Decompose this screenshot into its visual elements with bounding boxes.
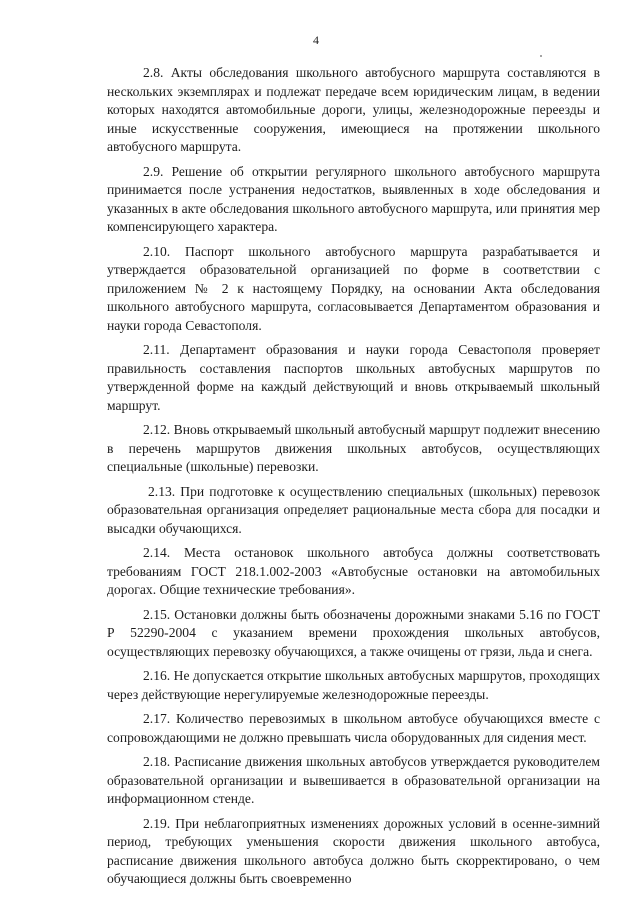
document-body xyxy=(107,64,600,889)
paragraph-2-16: 2.16. Не допускается открытие школьных автобусных маршрутов, проходящих через действующие нерегулируемые железнодорожные переезды. xyxy=(107,668,600,702)
paragraph-2-13: 2.13. При подготовке к осуществлению специальных (школьных) перевозок образовательная организация определяет рациональные места сбора для посадки и высадки обучающихся. xyxy=(107,483,600,536)
paragraph-2-14: 2.14. Места остановок школьного автобуса должны соответствовать требованиям ГОСТ 218.1.002-2003 «Автобусные остановки на автомобильных дорогах. Общие технические требования». xyxy=(107,545,600,597)
paragraph-2-8: 2.8. Акты обследования школьного автобусного маршрута составляются в нескольких экземплярах и подлежат передаче всем юридическим лицам, в ведении которых находятся автомобильные дороги, улицы, железнодорожные переезды и иные искусственные сооружения, имеющиеся на протяжении школьного автобусного маршрута. xyxy=(107,65,600,154)
paragraph-2-17: 2.17. Количество перевозимых в школьном автобусе обучающихся вместе с сопровождающими не должно превышать числа оборудованных для сидения мест. xyxy=(107,711,600,745)
page-number: 4 xyxy=(313,33,319,47)
paragraph-2-15: 2.15. Остановки должны быть обозначены дорожными знаками 5.16 по ГОСТ Р 52290-2004 с указанием времени прохождения школьных автобусов, осуществляющих перевозку обучающихся, а также очищены от грязи, льда и снега. xyxy=(107,606,600,659)
paragraph-2-11: 2.11. Департамент образования и науки города Севастополя проверяет правильность составления паспортов школьных автобусных маршрутов по утвержденной форме на каждый действующий и вновь открываемый школьный маршрут. xyxy=(107,342,600,413)
paragraph-2-10: 2.10. Паспорт школьного автобусного маршрута разрабатывается и утверждается образовательной организацией по форме в соответствии с приложением № 2 к настоящему Порядку, на основании Акта обследования школьного автобусного маршрута, согласовывается Департаментом образования и науки города Севастополя. xyxy=(107,243,600,333)
paragraph-2-9: 2.9. Решение об открытии регулярного школьного автобусного маршрута принимается после устранения недостатков, выявленных в ходе обследования и указанных в акте обследования школьного автобусного маршрута, или принятия мер компенсирующего характера. xyxy=(107,163,600,234)
paragraph-2-18: 2.18. Расписание движения школьных автобусов утверждается руководителем образовательной организации и вывешивается в образовательной организации на информационном стенде. xyxy=(107,754,600,806)
scan-speck xyxy=(540,55,542,57)
paragraph-2-12: 2.12. Вновь открываемый школьный автобусный маршрут подлежит внесению в перечень маршрутов движения школьных автобусов, осуществляющих специальные (школьные) перевозки. xyxy=(107,422,600,474)
paragraph-2-19: 2.19. При неблагоприятных изменениях дорожных условий в осенне-зимний период, требующих уменьшения скорости движения школьного автобуса, расписание движения школьного автобуса должно быть скорректировано, о чем обучающиеся должны быть своевременно xyxy=(107,815,600,886)
